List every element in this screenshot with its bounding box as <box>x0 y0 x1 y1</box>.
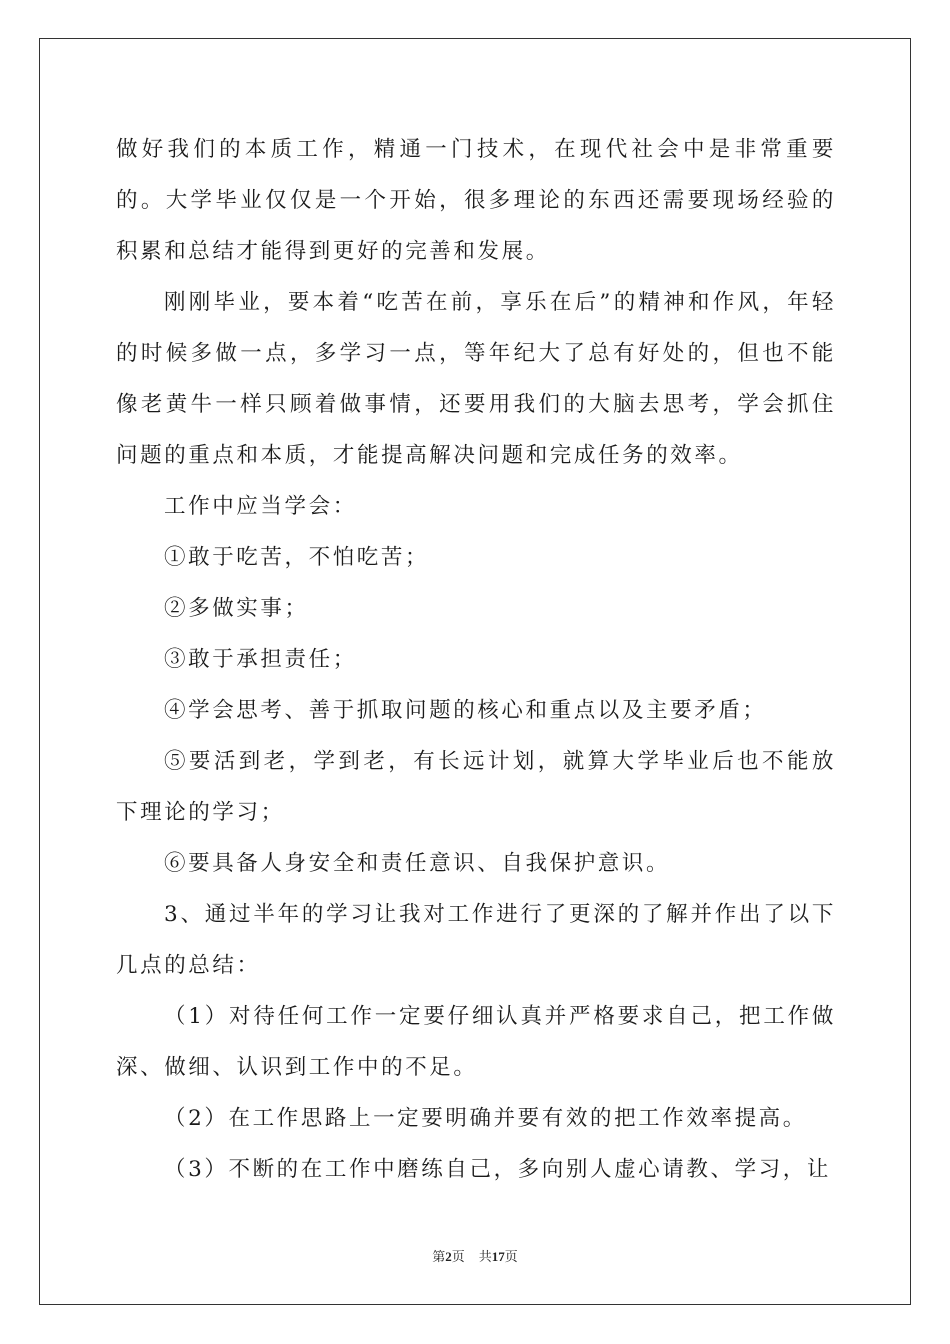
list-item-4: ④学会思考、善于抓取问题的核心和重点以及主要矛盾； <box>164 698 767 723</box>
summary-item-2: （2）在工作思路上一定要明确并要有效的把工作效率提高。 <box>164 1106 807 1131</box>
summary-item-1: （1）对待任何工作一定要仔细认真并严格要求自己，把工作做深、做细、认识到工作中的不足。 <box>116 1004 836 1080</box>
list-item-2: ②多做实事； <box>164 596 309 621</box>
list-item-5: ⑤要活到老，学到老，有长远计划，就算大学毕业后也不能放下理论的学习； <box>116 749 836 825</box>
footer-total-prefix: 共 <box>478 1249 492 1264</box>
section-3-intro: 3、通过半年的学习让我对工作进行了更深的了解并作出了以下几点的总结： <box>116 902 836 978</box>
list-item-6: ⑥要具备人身安全和责任意识、自我保护意识。 <box>164 851 671 876</box>
document-body <box>116 124 836 1195</box>
footer-total-number: 17 <box>491 1249 505 1264</box>
footer-page-number: 2 <box>445 1249 452 1264</box>
footer-page-prefix: 第 <box>432 1249 446 1264</box>
list-item-1: ①敢于吃苦，不怕吃苦； <box>164 545 430 570</box>
paragraph-2: 刚刚毕业，要本着“吃苦在前，享乐在后”的精神和作风，年轻的时候多做一点，多学习一点，等年纪大了总有好处的，但也不能像老黄牛一样只顾着做事情，还要用我们的大脑去思考，学会抓住问题的重点和本质，才能提高解决问题和完成任务的效率。 <box>116 290 836 468</box>
paragraph-3: 工作中应当学会： <box>164 494 357 519</box>
paragraph-1: 做好我们的本质工作，精通一门技术，在现代社会中是非常重要的。大学毕业仅仅是一个开始，很多理论的东西还需要现场经验的积累和总结才能得到更好的完善和发展。 <box>116 137 836 264</box>
list-item-3: ③敢于承担责任； <box>164 647 357 672</box>
summary-item-3: （3）不断的在工作中磨练自己，多向别人虚心请教、学习，让 <box>164 1157 831 1182</box>
page-footer <box>0 1248 950 1266</box>
footer-page-suffix: 页 <box>451 1249 465 1264</box>
footer-total-suffix: 页 <box>504 1249 518 1264</box>
